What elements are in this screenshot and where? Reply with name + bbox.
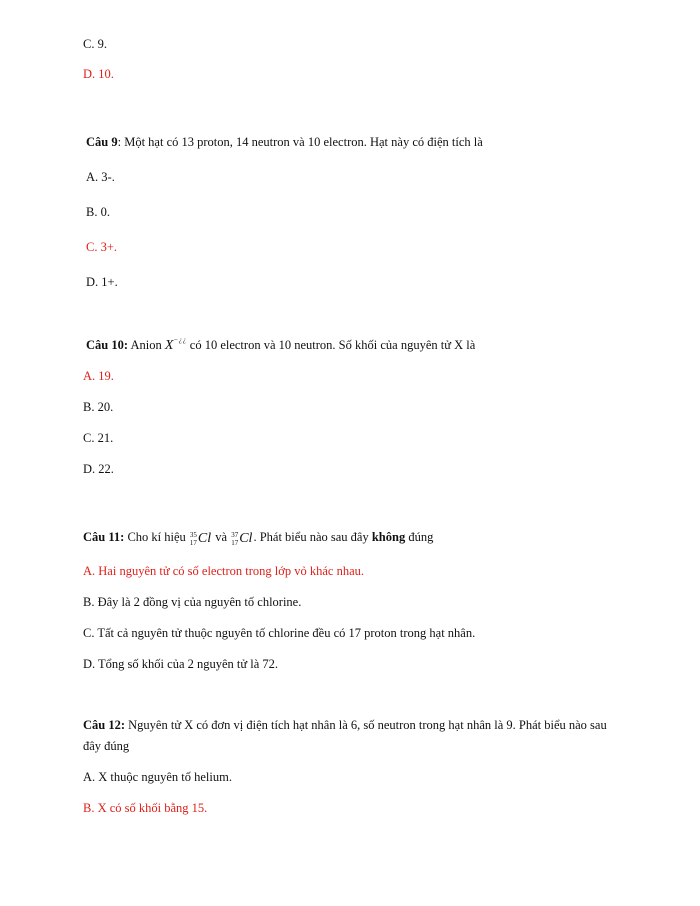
q8-option-d-correct: D. 10. — [83, 67, 114, 81]
q11-question — [83, 529, 433, 547]
q11-bold-negation: không — [371, 530, 406, 544]
q10-post: có 10 electron và 10 neutron. Số khối của nguyên tử X là — [186, 338, 476, 352]
q11-mid: . Phát biểu nào sau đây — [253, 530, 372, 544]
q9-option-c-correct: C. 3+. — [86, 240, 118, 254]
q10-ion-symbol: X — [164, 338, 174, 353]
q10-option-a-correct: A. 19. — [83, 369, 114, 383]
q11-option-a-correct: A. Hai nguyên tử có số electron trong lớp vỏ khác nhau. — [83, 564, 365, 578]
q10-option-d: D. 22. — [83, 462, 114, 476]
q10-option-b: B. 20. — [83, 400, 114, 414]
q9-option-a: A. 3-. — [86, 170, 115, 184]
q12-text1: Nguyên tử X có đơn vị điện tích hạt nhân là 6, số neutron trong hạt nhân là 9. Phát biểu nào sau — [125, 718, 607, 732]
q11-pre: Cho kí hiệu — [124, 530, 189, 544]
q11-iso1-z: 17 — [189, 538, 197, 547]
q9-question — [86, 134, 483, 150]
q12-option-b-correct: B. X có số khối bằng 15. — [83, 801, 208, 815]
q11-isotope-cl35 — [190, 530, 211, 547]
q11-iso2-mass: 37 — [231, 530, 239, 539]
q12-label: Câu 12: — [83, 718, 126, 732]
q11-iso1-symbol: Cl — [197, 530, 212, 546]
q8-option-c: C. 9. — [83, 37, 107, 51]
q9-option-d: D. 1+. — [86, 275, 118, 289]
q12-option-a: A. X thuộc nguyên tố helium. — [83, 770, 232, 784]
q10-question — [86, 332, 475, 354]
q11-label: Câu 11: — [83, 530, 125, 544]
q11-iso1-mass: 35 — [189, 530, 197, 539]
q11-isotope-cl37 — [231, 530, 252, 547]
q10-label: Câu 10: — [86, 338, 129, 352]
q11-and: và — [212, 530, 231, 544]
q11-end: đúng — [405, 530, 434, 544]
q10-ion-charge: −¿¿ — [173, 336, 187, 344]
q9-option-b: B. 0. — [86, 205, 110, 219]
q9-text: : Một hạt có 13 proton, 14 neutron và 10 electron. Hạt này có điện tích là — [117, 135, 483, 149]
q11-option-d: D. Tổng số khối của 2 nguyên tử là 72. — [83, 657, 279, 671]
q12-question-line1 — [83, 717, 607, 733]
q12-question-line2: đây đúng — [83, 739, 130, 753]
q11-option-b: B. Đây là 2 đồng vị của nguyên tố chlorine. — [83, 595, 302, 609]
q11-iso2-z: 17 — [231, 538, 239, 547]
q10-option-c: C. 21. — [83, 431, 114, 445]
q11-option-c: C. Tất cả nguyên tử thuộc nguyên tố chlorine đều có 17 proton trong hạt nhân. — [83, 626, 476, 640]
q9-label: Câu 9 — [86, 135, 118, 149]
q11-iso2-symbol: Cl — [239, 530, 253, 546]
q10-pre: Anion — [128, 338, 165, 352]
